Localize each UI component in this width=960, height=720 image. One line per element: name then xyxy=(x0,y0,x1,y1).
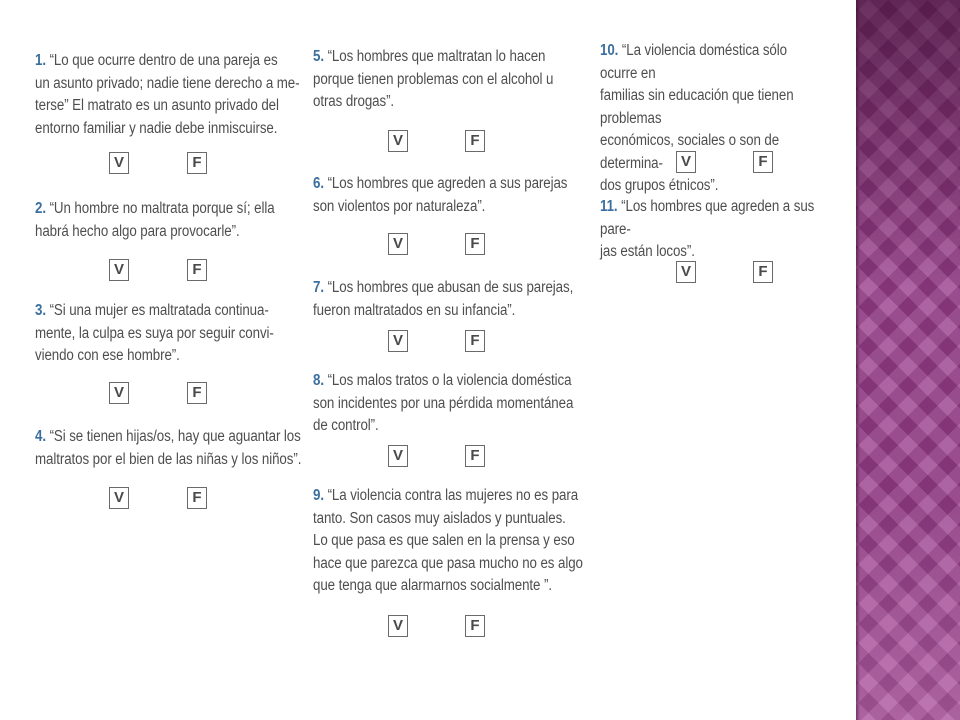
false-checkbox-q10[interactable]: F xyxy=(753,151,773,173)
question-line: económicos, sociales o son de determina- xyxy=(600,132,780,172)
question-8 xyxy=(313,370,573,438)
question-number: 11. xyxy=(600,198,618,215)
question-text: “Los hombres que abusan de sus parejas, xyxy=(327,279,574,296)
question-number: 8. xyxy=(313,372,324,389)
question-line: habrá hecho algo para provocarle”. xyxy=(35,222,240,240)
question-number: 3. xyxy=(35,302,46,319)
question-10 xyxy=(600,40,820,198)
question-line xyxy=(313,46,553,69)
false-checkbox-q2[interactable]: F xyxy=(187,259,207,281)
question-number: 9. xyxy=(313,487,324,504)
true-checkbox-q9[interactable]: V xyxy=(388,615,408,637)
question-line: mente, la culpa es suya por seguir convi- xyxy=(35,324,274,342)
question-number: 5. xyxy=(313,48,324,65)
question-text: “Los hombres que agreden a sus parejas xyxy=(327,175,568,192)
false-checkbox-q3[interactable]: F xyxy=(187,382,207,404)
question-line xyxy=(600,196,820,241)
question-line: tanto. Son casos muy aislados y puntuales. xyxy=(313,509,566,527)
question-text: “Los malos tratos o la violencia doméstica xyxy=(327,372,572,389)
question-line xyxy=(35,426,301,449)
question-6 xyxy=(313,173,567,218)
question-text: “Los hombres que maltratan lo hacen xyxy=(327,48,546,65)
false-checkbox-q7[interactable]: F xyxy=(465,330,485,352)
question-5 xyxy=(313,46,553,114)
false-checkbox-q8[interactable]: F xyxy=(465,445,485,467)
question-line: Lo que pasa es que salen en la prensa y eso xyxy=(313,532,575,549)
question-1 xyxy=(35,50,299,140)
question-line xyxy=(35,198,275,221)
question-line: dos grupos étnicos”. xyxy=(600,177,719,194)
true-checkbox-q2[interactable]: V xyxy=(109,259,129,281)
question-text: “La violencia doméstica sólo ocurre en xyxy=(600,42,787,82)
decorative-side-band xyxy=(856,0,960,720)
question-line: son incidentes por una pérdida momentánea xyxy=(313,394,574,412)
question-text: “Los hombres que agreden a sus pare- xyxy=(600,198,815,238)
true-checkbox-q4[interactable]: V xyxy=(109,487,129,509)
question-line: familias sin educación que tienen problemas xyxy=(600,87,794,127)
true-checkbox-q7[interactable]: V xyxy=(388,330,408,352)
true-checkbox-q8[interactable]: V xyxy=(388,445,408,467)
question-line xyxy=(35,50,299,73)
question-number: 7. xyxy=(313,279,324,296)
question-line: otras drogas”. xyxy=(313,93,395,110)
question-11 xyxy=(600,196,820,264)
false-checkbox-q4[interactable]: F xyxy=(187,487,207,509)
question-text: “Lo que ocurre dentro de una pareja es xyxy=(49,52,278,69)
question-2 xyxy=(35,198,275,243)
false-checkbox-q11[interactable]: F xyxy=(753,261,773,283)
question-line: que tenga que alarmarnos socialmente ”. xyxy=(313,577,552,594)
true-checkbox-q3[interactable]: V xyxy=(109,382,129,404)
false-checkbox-q6[interactable]: F xyxy=(465,233,485,255)
question-number: 2. xyxy=(35,200,46,217)
question-line xyxy=(600,40,820,85)
question-number: 4. xyxy=(35,428,46,445)
false-checkbox-q5[interactable]: F xyxy=(465,130,485,152)
question-line xyxy=(35,300,274,323)
question-9 xyxy=(313,485,583,598)
question-line xyxy=(313,277,573,300)
question-line: un asunto privado; nadie tiene derecho a me- xyxy=(35,74,300,92)
question-line: porque tienen problemas con el alcohol u xyxy=(313,70,554,88)
question-line: entorno familiar y nadie debe inmiscuirse. xyxy=(35,119,278,137)
question-number: 6. xyxy=(313,175,324,192)
true-checkbox-q11[interactable]: V xyxy=(676,261,696,283)
question-line: de control”. xyxy=(313,417,379,434)
question-7 xyxy=(313,277,573,322)
true-checkbox-q1[interactable]: V xyxy=(109,152,129,174)
question-line: terse” El matrato es un asunto privado del xyxy=(35,97,279,114)
true-checkbox-q5[interactable]: V xyxy=(388,130,408,152)
question-line: maltratos por el bien de las niñas y los niños”. xyxy=(35,450,302,468)
question-line: jas están locos”. xyxy=(600,243,695,260)
question-number: 1. xyxy=(35,52,46,69)
true-checkbox-q6[interactable]: V xyxy=(388,233,408,255)
question-line xyxy=(313,485,583,508)
question-line: son violentos por naturaleza”. xyxy=(313,197,486,215)
question-line: viendo con ese hombre”. xyxy=(35,347,180,364)
question-text: “Un hombre no maltrata porque sí; ella xyxy=(49,200,275,217)
question-line xyxy=(313,370,573,393)
question-number: 10. xyxy=(600,42,619,59)
question-line: fueron maltratados en su infancia”. xyxy=(313,301,516,319)
question-line xyxy=(313,173,567,196)
question-3 xyxy=(35,300,274,368)
question-line: hace que parezca que pasa mucho no es algo xyxy=(313,554,583,572)
question-text: “La violencia contra las mujeres no es para xyxy=(327,487,579,504)
band-edge-shadow xyxy=(856,0,860,720)
question-4 xyxy=(35,426,301,471)
false-checkbox-q1[interactable]: F xyxy=(187,152,207,174)
true-checkbox-q10[interactable]: V xyxy=(676,151,696,173)
question-text: “Si una mujer es maltratada continua- xyxy=(49,302,269,319)
question-text: “Si se tienen hijas/os, hay que aguantar los xyxy=(49,428,301,445)
false-checkbox-q9[interactable]: F xyxy=(465,615,485,637)
